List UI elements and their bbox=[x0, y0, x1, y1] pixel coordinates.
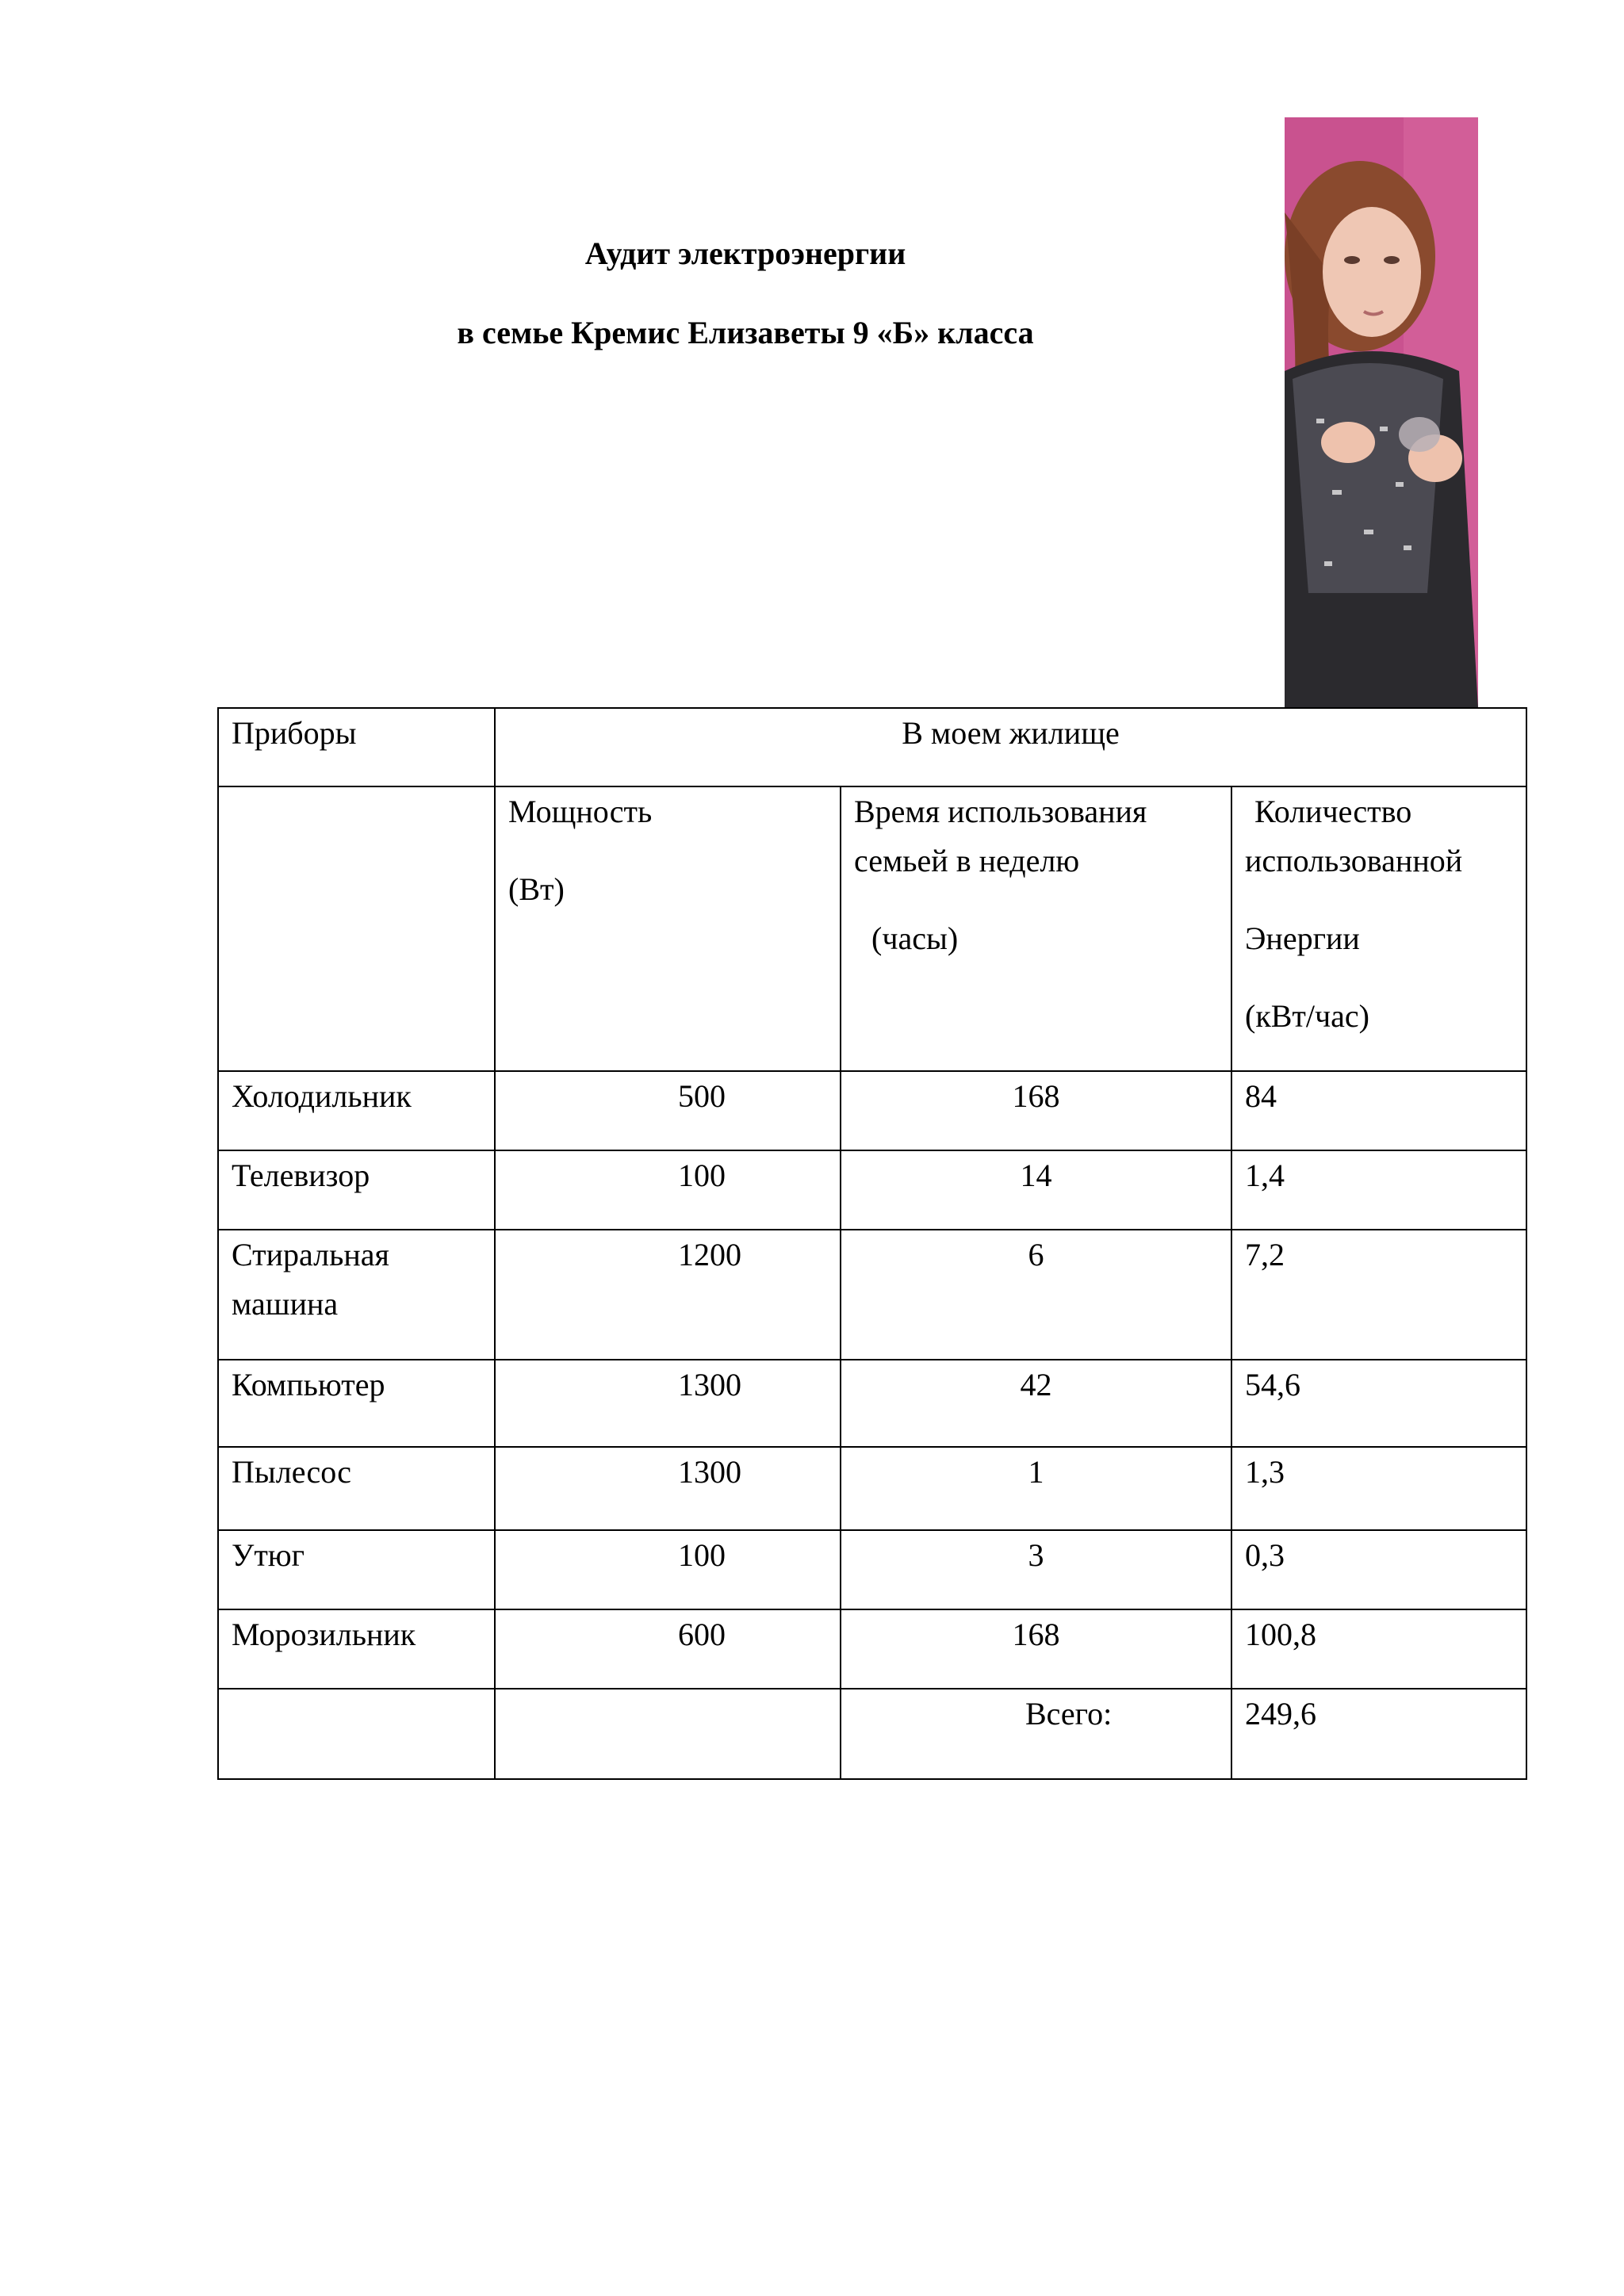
device-power: 1300 bbox=[495, 1447, 841, 1530]
device-hours: 168 bbox=[841, 1609, 1231, 1689]
device-hours: 14 bbox=[841, 1150, 1231, 1230]
header-time bbox=[841, 786, 1231, 1071]
table-row bbox=[218, 1150, 1526, 1230]
device-energy: 0,3 bbox=[1231, 1530, 1526, 1609]
energy-audit-table bbox=[217, 707, 1527, 1780]
device-energy: 54,6 bbox=[1231, 1360, 1526, 1447]
header-power-unit: (Вт) bbox=[508, 871, 565, 907]
document-title: Аудит электроэнергии bbox=[584, 235, 906, 271]
total-empty-cell-2 bbox=[495, 1689, 841, 1779]
header-power bbox=[495, 786, 841, 1071]
document-subtitle: в семье Кремис Елизаветы 9 «Б» класса bbox=[457, 315, 1034, 350]
table-row bbox=[218, 1230, 1526, 1360]
device-power: 1200 bbox=[495, 1230, 841, 1360]
header-energy bbox=[1231, 786, 1526, 1071]
device-energy: 7,2 bbox=[1231, 1230, 1526, 1360]
total-label: Всего: bbox=[841, 1689, 1231, 1779]
device-power: 100 bbox=[495, 1530, 841, 1609]
table-header-row bbox=[218, 708, 1526, 786]
device-power: 600 bbox=[495, 1609, 841, 1689]
total-empty-cell bbox=[218, 1689, 495, 1779]
device-energy: 84 bbox=[1231, 1071, 1526, 1150]
device-name: Утюг bbox=[218, 1530, 495, 1609]
device-hours: 1 bbox=[841, 1447, 1231, 1530]
device-name: Холодильник bbox=[218, 1071, 495, 1150]
device-hours: 6 bbox=[841, 1230, 1231, 1360]
device-power: 100 bbox=[495, 1150, 841, 1230]
device-name: Морозильник bbox=[218, 1609, 495, 1689]
header-energy-unit: (кВт/час) bbox=[1245, 998, 1369, 1034]
header-devices: Приборы bbox=[218, 708, 495, 786]
device-energy: 1,3 bbox=[1231, 1447, 1526, 1530]
table-total-row bbox=[218, 1689, 1526, 1779]
device-name: Компьютер bbox=[218, 1360, 495, 1447]
portrait-photo-icon bbox=[1285, 117, 1478, 708]
header-time-label: Время использования bbox=[854, 794, 1147, 829]
header-time-label-2: семьей в неделю bbox=[854, 843, 1080, 878]
total-value: 249,6 bbox=[1231, 1689, 1526, 1779]
device-power: 1300 bbox=[495, 1360, 841, 1447]
header-empty-cell bbox=[218, 786, 495, 1071]
header-energy-label-2: использованной bbox=[1245, 843, 1463, 878]
table-row bbox=[218, 1447, 1526, 1530]
device-energy: 100,8 bbox=[1231, 1609, 1526, 1689]
header-time-unit: (часы) bbox=[871, 920, 959, 956]
device-hours: 168 bbox=[841, 1071, 1231, 1150]
device-name: Телевизор bbox=[218, 1150, 495, 1230]
table-subheader-row bbox=[218, 786, 1526, 1071]
device-energy: 1,4 bbox=[1231, 1150, 1526, 1230]
header-group: В моем жилище bbox=[495, 708, 1526, 786]
header-energy-label: Количество bbox=[1254, 794, 1412, 829]
table-row bbox=[218, 1071, 1526, 1150]
device-hours: 3 bbox=[841, 1530, 1231, 1609]
table-row bbox=[218, 1360, 1526, 1447]
header-energy-label-3: Энергии bbox=[1245, 920, 1360, 956]
table-row bbox=[218, 1609, 1526, 1689]
portrait-photo bbox=[1285, 117, 1478, 708]
table-row bbox=[218, 1530, 1526, 1609]
device-power: 500 bbox=[495, 1071, 841, 1150]
device-hours: 42 bbox=[841, 1360, 1231, 1447]
device-name: Стиральная машина bbox=[218, 1230, 495, 1360]
header-power-label: Мощность bbox=[508, 794, 653, 829]
device-name: Пылесос bbox=[218, 1447, 495, 1530]
